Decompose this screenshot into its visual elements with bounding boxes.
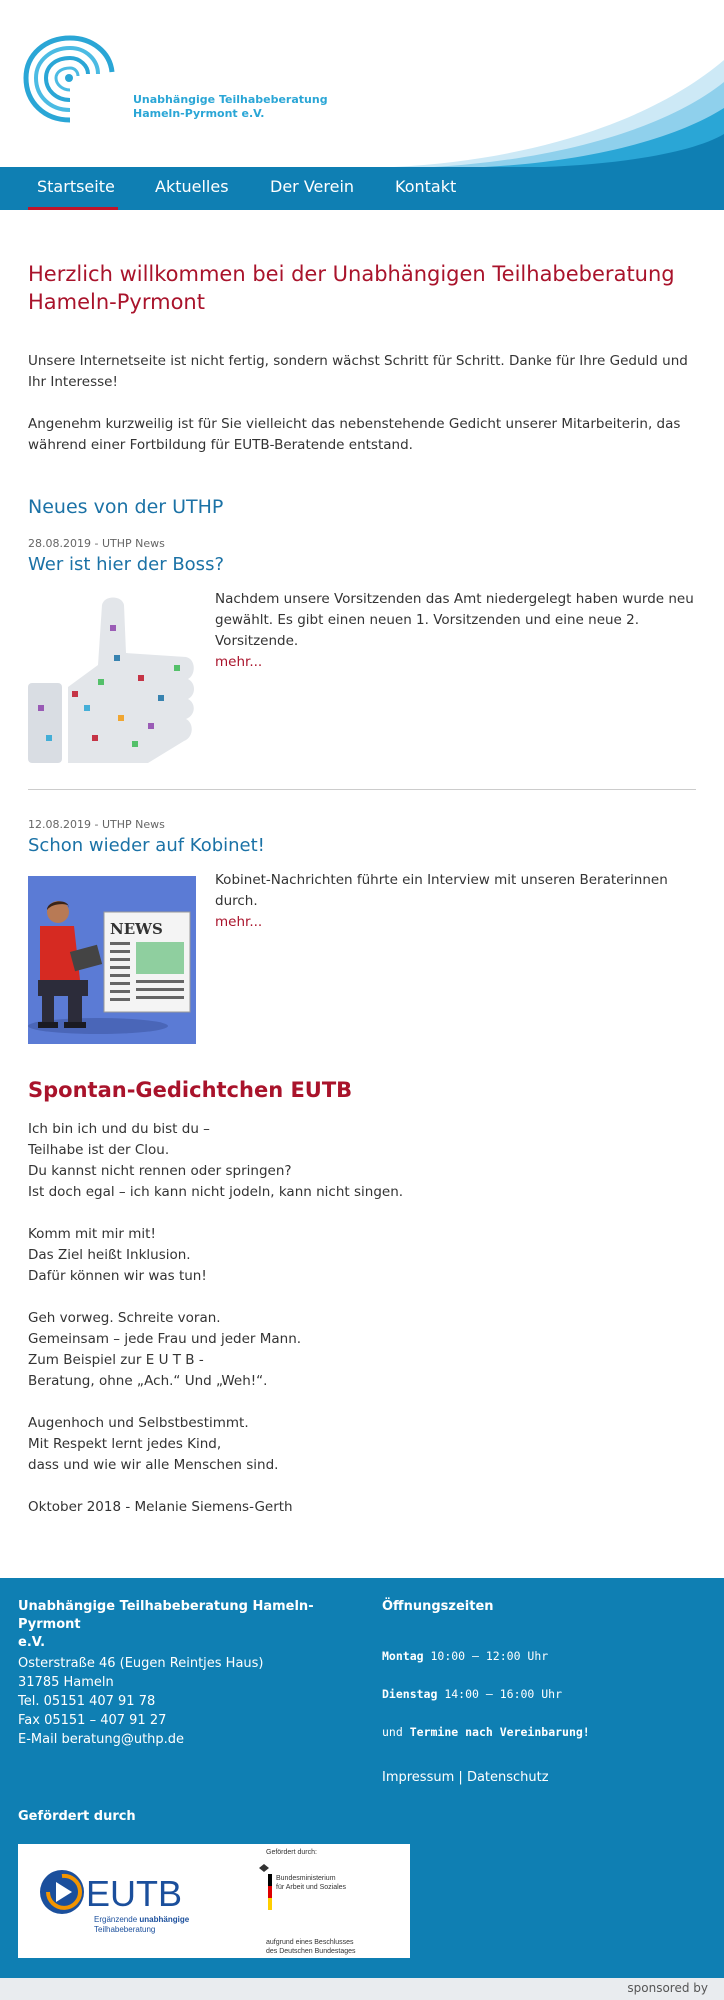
newspaper-reader-image[interactable]: [28, 876, 196, 1044]
news-title-link[interactable]: Wer ist hier der Boss?: [28, 554, 224, 575]
news-excerpt: [215, 870, 696, 933]
poem-line: Ich bin ich und du bist du –: [28, 1121, 210, 1137]
bottom-bar: [0, 1978, 724, 2000]
time-range: 14:00 – 16:00 Uhr: [444, 1687, 563, 1701]
poem-line: Geh vorweg. Schreite voran.: [28, 1310, 221, 1326]
eutb-sub-bold: unabhängige: [139, 1915, 190, 1924]
nav-item-startseite[interactable]: Startseite: [28, 167, 118, 210]
poem-line: Dafür können wir was tun!: [28, 1268, 207, 1284]
poem-line: Beratung, ohne „Ach.“ Und „Weh!“.: [28, 1373, 268, 1389]
poem-line: Oktober 2018 - Melanie Siemens-Gerth: [28, 1499, 293, 1515]
poem-line: [28, 1203, 696, 1224]
ministry-funded-label: Gefördert durch:: [266, 1849, 317, 1856]
org-name-line2: Hameln-Pyrmont e.V.: [133, 107, 265, 120]
footer-email[interactable]: E-Mail beratung@uthp.de: [18, 1732, 185, 1747]
footer-phone: Tel. 05151 407 91 78: [18, 1694, 156, 1709]
org-name-logo-text: [133, 93, 328, 121]
appointment-text: Termine nach Vereinbarung!: [409, 1725, 590, 1739]
footer-city: 31785 Hameln: [18, 1675, 114, 1690]
appointment-note: [382, 1725, 590, 1739]
footer-fax: Fax 05151 – 407 91 27: [18, 1713, 167, 1728]
footer-links: [382, 1770, 549, 1785]
opening-hours-tuesday: [382, 1687, 562, 1701]
intro-paragraph-1: Unsere Internetseite ist nicht fertig, sondern wächst Schritt für Schritt. Danke für Ihre Geduld und Ihr Interesse!: [28, 353, 688, 390]
opening-hours-monday: [382, 1649, 548, 1663]
impressum-link[interactable]: Impressum: [382, 1770, 455, 1785]
read-more-link[interactable]: mehr...: [215, 654, 263, 670]
poem-line: Teilhabe ist der Clou.: [28, 1142, 170, 1158]
news-meta: 12.08.2019 - UTHP News: [28, 818, 165, 831]
bundestag-line2: des Deutschen Bundestages: [266, 1948, 356, 1955]
footer-address: [18, 1654, 264, 1749]
footer-org-line2: e.V.: [18, 1635, 46, 1650]
poem-line: [28, 1476, 696, 1497]
datenschutz-link[interactable]: Datenschutz: [466, 1770, 549, 1785]
read-more-link[interactable]: mehr...: [215, 914, 263, 930]
link-separator: |: [458, 1770, 463, 1785]
poem-text: [28, 1119, 696, 1518]
page-title: Herzlich willkommen bei der Unabhängigen Teilhabeberatung Hameln-Pyrmont: [28, 262, 675, 314]
sponsor-logos: [18, 1844, 410, 1958]
news-excerpt: [215, 589, 696, 673]
poem-line: Zum Beispiel zur E U T B -: [28, 1352, 204, 1368]
news-title-link[interactable]: Schon wieder auf Kobinet!: [28, 835, 265, 856]
day-label: Montag: [382, 1649, 424, 1663]
poem-line: dass und wie wir alle Menschen sind.: [28, 1457, 279, 1473]
eutb-sub-prefix: Ergänzende: [94, 1915, 138, 1924]
eutb-wordmark: EUTB: [86, 1873, 183, 1914]
sponsored-by-label: sponsored by: [627, 1981, 708, 1995]
footer-org-line1: Unabhängige Teilhabeberatung Hameln-Pyrmont: [18, 1599, 314, 1632]
nav-item-kontakt[interactable]: Kontakt: [395, 177, 457, 196]
intro-paragraph-2: Angenehm kurzweilig ist für Sie vielleicht das nebenstehende Gedicht unserer Mitarbeiterin, das während einer Fortbildung für EUTB-Beratende entstand.: [28, 416, 681, 453]
poem-title: Spontan-Gedichtchen EUTB: [28, 1078, 353, 1102]
footer-org-name: [18, 1598, 348, 1652]
site-header: [0, 0, 724, 167]
main-navigation: [0, 167, 724, 210]
news-section-heading: Neues von der UTHP: [28, 496, 224, 518]
news-excerpt-text: Nachdem unsere Vorsitzenden das Amt niedergelegt haben wurde neu gewählt. Es gibt einen neuen 1. Vorsitzenden und eine neue 2. Vorsitzende.: [215, 591, 694, 649]
newspaper-headline: NEWS: [110, 920, 163, 938]
funded-by-heading: Gefördert durch: [18, 1809, 136, 1824]
poem-line: Du kannst nicht rennen oder springen?: [28, 1163, 292, 1179]
poem-line: Komm mit mir mit!: [28, 1226, 156, 1242]
poem-line: Gemeinsam – jede Frau und jeder Mann.: [28, 1331, 302, 1347]
nav-item-aktuelles[interactable]: Aktuelles: [155, 177, 229, 196]
time-range: 10:00 – 12:00 Uhr: [430, 1649, 549, 1663]
news-meta: 28.08.2019 - UTHP News: [28, 537, 165, 550]
poem-line: Mit Respekt lernt jedes Kind,: [28, 1436, 222, 1452]
ministry-name-line1: Bundesministerium: [276, 1875, 336, 1882]
news-divider: [28, 789, 696, 790]
opening-hours-heading: Öffnungszeiten: [382, 1599, 494, 1614]
sponsor-logo-graphic: [18, 1844, 410, 1958]
nav-item-der-verein[interactable]: Der Verein: [270, 177, 355, 196]
thumbs-up-image[interactable]: [28, 595, 196, 763]
eutb-sub-line2: Teilhabeberatung: [94, 1925, 156, 1934]
appointment-prefix: und: [382, 1725, 403, 1739]
bundestag-line1: aufgrund eines Beschlusses: [266, 1939, 354, 1946]
poem-line: [28, 1392, 696, 1413]
poem-line: Augenhoch und Selbstbestimmt.: [28, 1415, 249, 1431]
poem-line: [28, 1287, 696, 1308]
decorative-swoosh-icon: [394, 60, 724, 167]
news-excerpt-text: Kobinet-Nachrichten führte ein Interview mit unseren Beraterinnen durch.: [215, 872, 668, 909]
poem-line: Das Ziel heißt Inklusion.: [28, 1247, 191, 1263]
spiral-logo-icon[interactable]: [22, 34, 118, 126]
day-label: Dienstag: [382, 1687, 438, 1701]
ministry-name-line2: für Arbeit und Soziales: [276, 1884, 347, 1891]
footer-street: Osterstraße 46 (Eugen Reintjes Haus): [18, 1656, 264, 1671]
site-footer: [0, 1578, 724, 1978]
org-name-line1: Unabhängige Teilhabeberatung: [133, 93, 328, 106]
poem-line: Ist doch egal – ich kann nicht jodeln, kann nicht singen.: [28, 1184, 404, 1200]
svg-text:Ergänzende unabhängige: [94, 1915, 190, 1924]
federal-eagle-icon: [259, 1864, 272, 1910]
